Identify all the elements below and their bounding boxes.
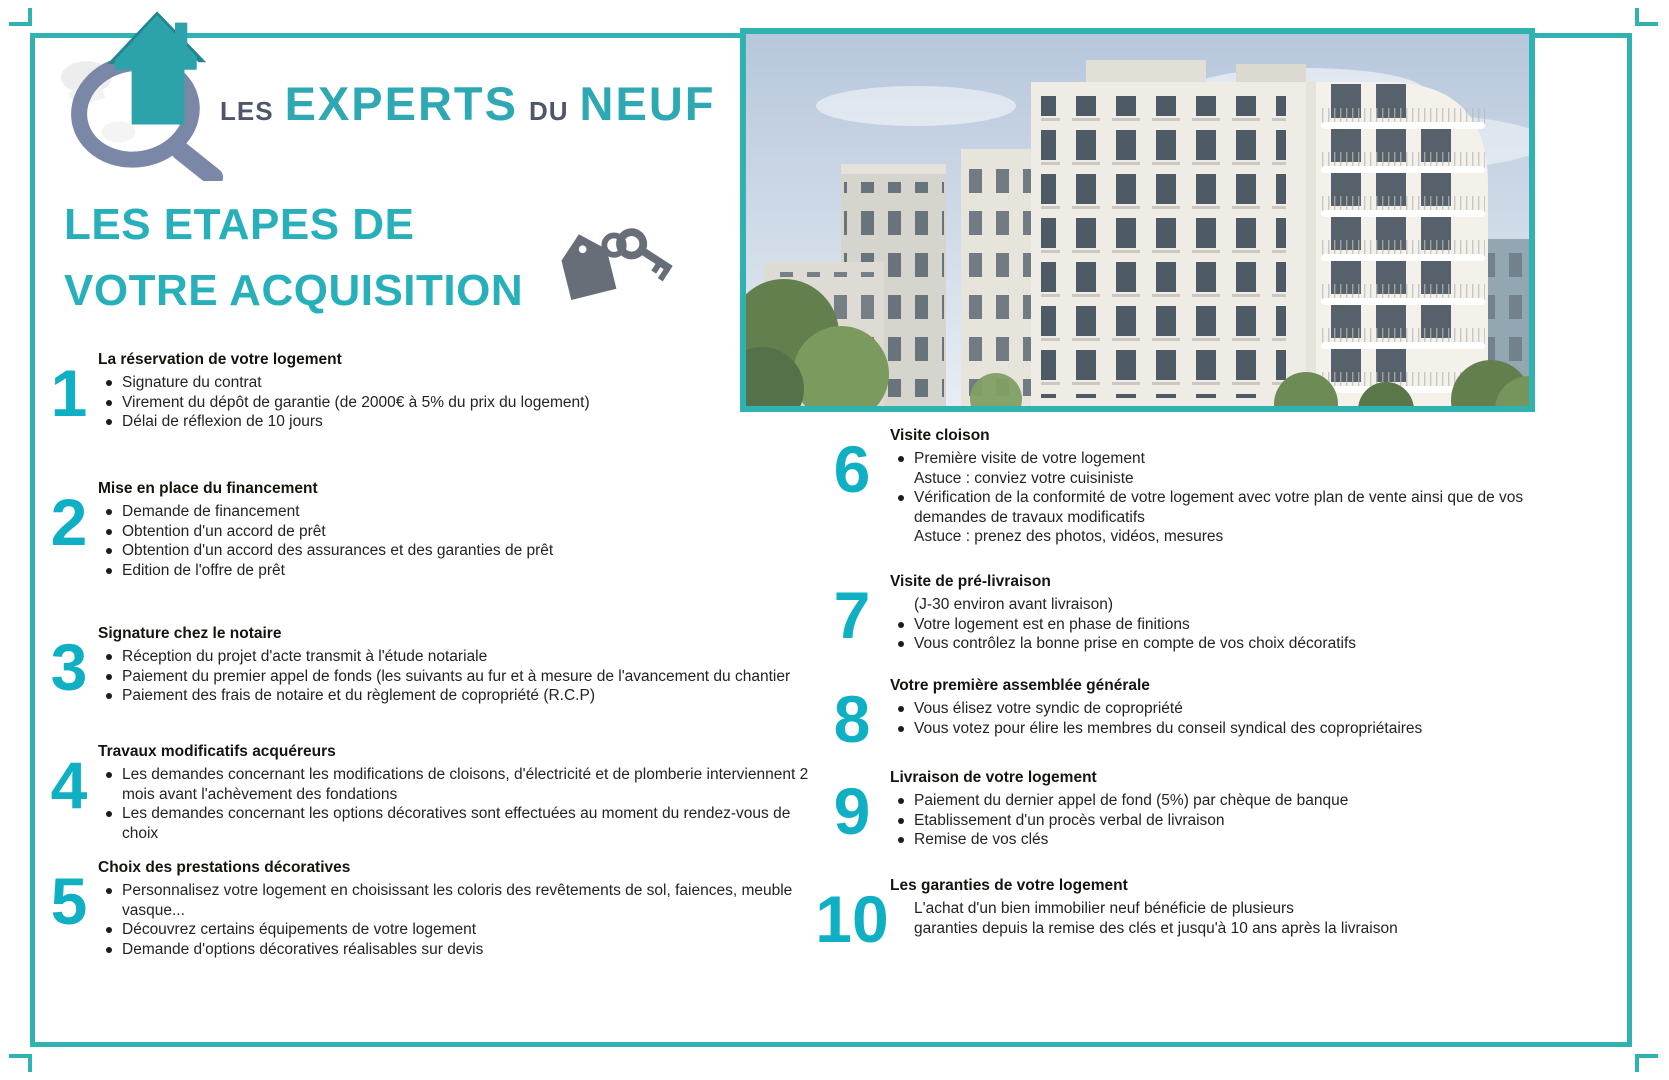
step-title: Signature chez le notaire [98,625,282,642]
step-item-text: Votre logement est en phase de finitions [914,615,1190,633]
brand-les: LES [220,96,274,126]
step-body [890,874,1398,938]
step-title: Votre première assemblée générale [890,677,1150,694]
bullet-icon [898,622,904,628]
corner-bracket-top-right [1635,8,1658,26]
bullet-icon [106,548,112,554]
step-number: 6 [833,432,871,506]
step-item-text: Paiement du premier appel de fonds (les suivants au fur et à mesure de l'avancement du chantier [122,667,791,685]
step-item-text: Les demandes concernant les options décoratives sont effectuées au moment du rendez-vous de choix [122,805,791,842]
step-3 [40,622,840,706]
step-item [890,830,1348,850]
step-item-text: Première visite de votre logement [914,450,1145,467]
bullet-icon [106,654,112,660]
step-item [890,634,1356,654]
step-title: Les garanties de votre logement [890,877,1128,894]
step-item-text: Vous élisez votre syndic de copropriété [914,700,1183,717]
step-item [98,647,790,667]
step-9 [814,766,1662,850]
step-item [890,449,1592,469]
page-title [64,192,523,324]
step-item [890,919,1398,939]
bullet-icon [898,456,904,462]
step-item [890,699,1422,719]
step-title: Visite cloison [890,427,990,444]
step-number: 5 [50,864,88,938]
building-photo [740,28,1535,412]
step-item-text: Astuce : prenez des photos, vidéos, mesures [914,528,1224,545]
step-title: Mise en place du financement [98,480,318,497]
step-number: 1 [50,356,88,430]
step-number: 8 [833,682,871,756]
step-number: 9 [833,774,871,848]
step-item [890,811,1348,831]
step-item [890,791,1348,811]
bullet-icon [106,674,112,680]
step-number: 2 [50,485,88,559]
step-title: Visite de pré-livraison [890,573,1051,590]
step-8 [814,674,1662,754]
step-item-text: Les demandes concernant les modifications de cloisons, d'électricité et de plomberie interviennent 2 mois avant l'achèvement des fondations [122,766,809,803]
step-number: 7 [833,578,871,652]
step-item-text: Demande d'options décoratives réalisables sur devis [122,940,484,958]
step-item-text: Personnalisez votre logement en choisissant les coloris des revêtements de sol, faiences, meuble vasque... [122,882,793,919]
step-item [890,719,1422,739]
step-title: Travaux modificatifs acquéreurs [98,743,336,760]
step-item [98,667,790,687]
step-title: La réservation de votre logement [98,351,342,368]
step-item [98,561,553,581]
step-item-text: Obtention d'un accord de prêt [122,522,326,540]
step-item-text: Etablissement d'un procès verbal de livraison [914,811,1225,829]
step-body [98,740,810,843]
bullet-icon [106,419,112,425]
step-body [890,424,1592,547]
step-number: 10 [815,882,889,956]
bullet-icon [106,400,112,406]
step-item [98,804,810,843]
step-item [890,899,1398,919]
step-item [98,686,790,706]
step-item [890,469,1592,489]
step-item-text: L'achat d'un bien immobilier neuf bénéficie de plusieurs [914,900,1294,917]
bullet-icon [898,641,904,647]
corner-bracket-bottom-right [1635,1054,1658,1072]
step-item [890,488,1592,527]
bullet-icon [898,837,904,843]
step-6 [814,424,1662,547]
step-7 [814,570,1662,654]
step-4 [40,740,840,843]
corner-bracket-top-left [9,8,32,26]
brand-experts: EXPERTS [284,77,518,130]
bullet-icon [106,568,112,574]
step-item-text: Edition de l'offre de prêt [122,561,285,579]
bullet-icon [898,495,904,501]
step-item-text: Paiement du dernier appel de fond (5%) par chèque de banque [914,792,1349,809]
step-title: Livraison de votre logement [890,769,1097,786]
step-body [890,766,1348,850]
bullet-icon [106,772,112,778]
page-title-line2: VOTRE ACQUISITION [64,266,524,315]
bullet-icon [106,947,112,953]
step-body [890,674,1422,738]
step-item-text: Vous contrôlez la bonne prise en compte de vos choix décoratifs [914,635,1357,652]
step-item [98,502,553,522]
step-item-text: Astuce : conviez votre cuisiniste [914,469,1134,487]
step-item-text: (J-30 environ avant livraison) [914,596,1114,613]
step-item [890,595,1356,615]
step-title: Choix des prestations décoratives [98,859,351,876]
house-magnifier-logo-icon [60,0,225,192]
step-item-text: Vérification de la conformité de votre logement avec votre plan de vente ainsi que de vos demandes de travaux modificatifs [914,489,1524,526]
step-item-text: Signature du contrat [122,374,262,391]
house-keys-icon [552,218,678,310]
step-item [98,940,810,960]
step-item-text: Obtention d'un accord des assurances et des garanties de prêt [122,542,554,559]
step-number: 4 [50,748,88,822]
step-item [98,373,590,393]
bullet-icon [898,726,904,732]
step-item [98,393,590,413]
step-item-text: Délai de réflexion de 10 jours [122,413,323,430]
bullet-icon [106,927,112,933]
step-item-text: Découvrez certains équipements de votre logement [122,921,477,938]
bullet-icon [106,509,112,515]
step-item-text: Paiement des frais de notaire et du règlement de copropriété (R.C.P) [122,687,595,704]
step-item-text: Réception du projet d'acte transmit à l'étude notariale [122,648,488,665]
step-body [98,477,553,580]
step-item [890,615,1356,635]
bullet-icon [898,706,904,712]
bullet-icon [106,529,112,535]
bullet-icon [106,888,112,894]
brand-neuf: NEUF [579,77,716,130]
page-title-line1: LES ETAPES DE [64,200,415,249]
step-10 [814,874,1662,954]
step-1 [40,348,840,432]
step-item [98,412,590,432]
step-item [98,541,553,561]
step-5 [40,856,840,959]
step-item [98,522,553,542]
step-item [98,765,810,804]
step-number: 3 [50,630,88,704]
bullet-icon [898,818,904,824]
bullet-icon [106,811,112,817]
step-item-text: Vous votez pour élire les membres du conseil syndical des copropriétaires [914,719,1423,737]
bullet-icon [106,380,112,386]
step-2 [40,477,840,580]
step-item [98,920,810,940]
step-item [890,527,1592,547]
bullet-icon [898,798,904,804]
step-item-text: Remise de vos clés [914,831,1049,848]
step-body [98,622,790,706]
brand-wordmark [220,76,716,131]
step-body [890,570,1356,654]
step-item-text: Demande de financement [122,503,300,520]
bullet-icon [106,693,112,699]
step-body [98,856,810,959]
step-item-text: Virement du dépôt de garantie (de 2000€ à 5% du prix du logement) [122,393,590,411]
step-item [98,881,810,920]
step-item-text: garanties depuis la remise des clés et jusqu'à 10 ans après la livraison [914,919,1398,937]
brand-du: DU [528,96,569,126]
corner-bracket-bottom-left [9,1054,32,1072]
step-body [98,348,590,432]
